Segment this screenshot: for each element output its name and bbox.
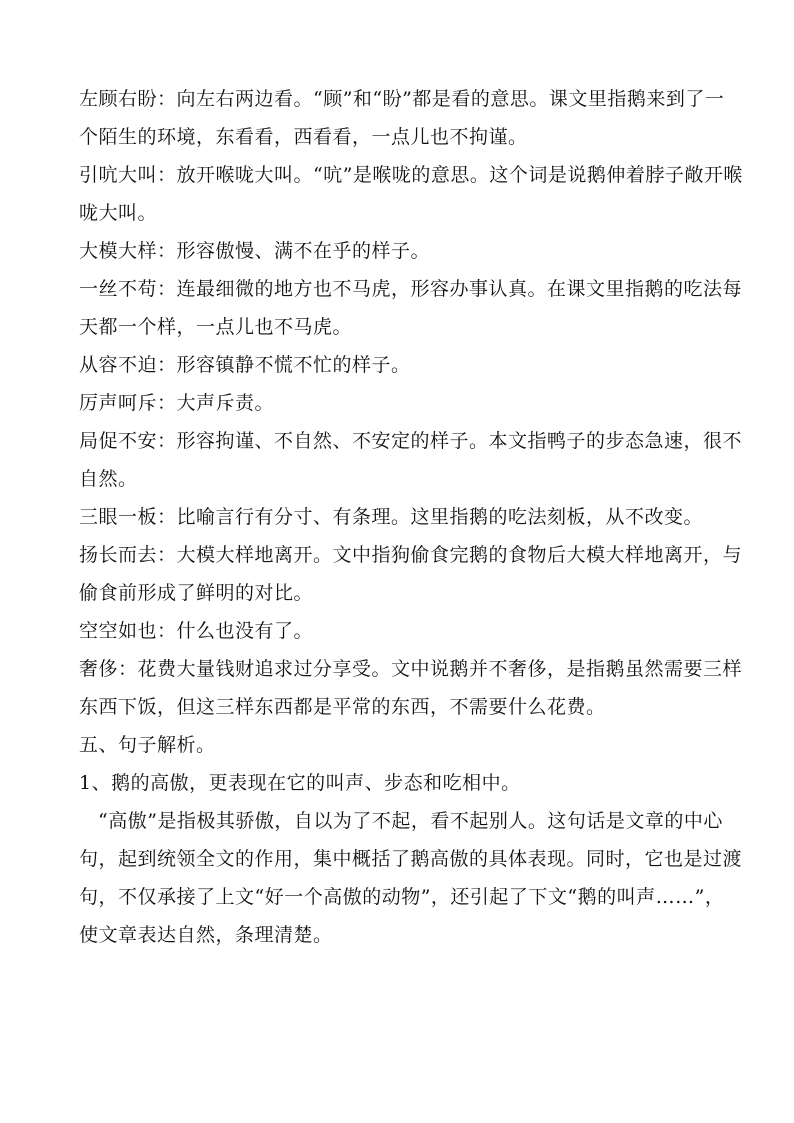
sentence-item-1: 1、鹅的高傲，更表现在它的叫声、步态和吃相中。 [79, 772, 521, 794]
document-page [79, 80, 743, 954]
vocab-shechi: 奢侈：花费大量钱财追求过分享受。文中说鹅并不奢侈，是指鹅虽然需要三样 [79, 658, 743, 680]
vocab-jucu-buan-cont: 自然。 [79, 468, 138, 490]
analysis-paragraph-cont-1: 句，起到统领全文的作用，集中概括了鹅高傲的具体表现。同时，它也是过渡 [79, 848, 743, 870]
vocab-yinkang-dajiao: 引吭大叫：放开喉咙大叫。“吭”是喉咙的意思。这个词是说鹅伸着脖子敞开喉 [79, 164, 743, 186]
vocab-lisheng-hechi: 厉声呵斥：大声斥责。 [79, 392, 275, 414]
vocab-yisi-bugou: 一丝不苟：连最细微的地方也不马虎，形容办事认真。在课文里指鹅的吃法每 [79, 278, 743, 300]
vocab-shechi-cont: 东西下饭，但这三样东西都是平常的东西，不需要什么花费。 [79, 696, 606, 718]
vocab-congrong-bupo: 从容不迫：形容镇静不慌不忙的样子。 [79, 354, 411, 376]
vocab-yisi-bugou-cont: 天都一个样，一点儿也不马虎。 [79, 316, 353, 338]
section-heading-sentence-analysis: 五、句子解析。 [79, 734, 216, 756]
vocab-kongkong-ruye: 空空如也：什么也没有了。 [79, 620, 314, 642]
vocab-yangchang-erqu-cont: 偷食前形成了鲜明的对比。 [79, 582, 314, 604]
vocab-sanyan-yiban: 三眼一板：比喻言行有分寸、有条理。这里指鹅的吃法刻板，从不改变。 [79, 506, 704, 528]
vocab-yangchang-erqu: 扬长而去：大模大样地离开。文中指狗偷食完鹅的食物后大模大样地离开，与 [79, 544, 743, 566]
analysis-paragraph-cont-3: 使文章表达自然，条理清楚。 [79, 924, 333, 946]
vocab-zuogu-youpan-cont: 个陌生的环境，东看看，西看看，一点儿也不拘谨。 [79, 126, 528, 148]
vocab-jucu-buan: 局促不安：形容拘谨、不自然、不安定的样子。本文指鸭子的步态急速，很不 [79, 430, 743, 452]
vocab-damu-dayang: 大模大样：形容傲慢、满不在乎的样子。 [79, 240, 431, 262]
vocab-zuogu-youpan: 左顾右盼：向左右两边看。“顾”和“盼”都是看的意思。课文里指鹅来到了一 [79, 88, 725, 110]
analysis-paragraph-cont-2: 句，不仅承接了上文“好一个高傲的动物”，还引起了下文“鹅的叫声……”， [79, 886, 725, 908]
analysis-paragraph: “高傲”是指极其骄傲，自以为了不起，看不起别人。这句话是文章的中心 [98, 810, 723, 832]
vocab-yinkang-dajiao-cont: 咙大叫。 [79, 202, 158, 224]
